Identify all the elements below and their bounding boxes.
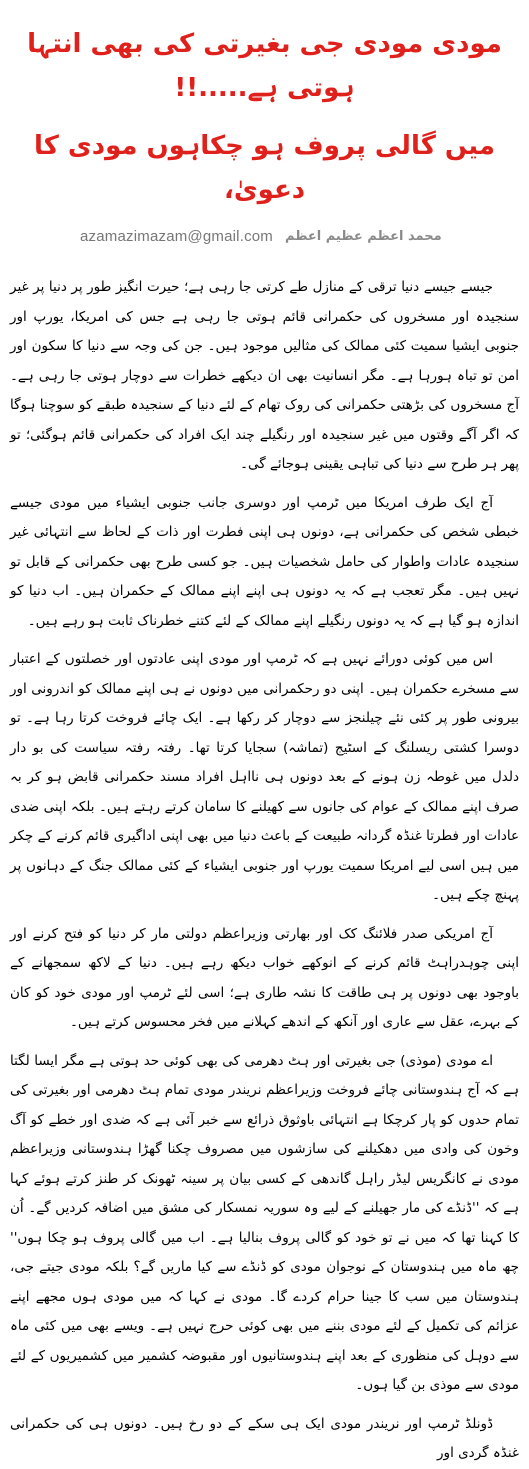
article-body bbox=[10, 273, 519, 1469]
author-name: محمد اعظم عظیم اعظم bbox=[285, 229, 442, 244]
article-paragraph-3: اس میں کوئی دورائے نہیں ہے کہ ٹرمپ اور مودی اپنی عادتوں اور خصلتوں کے اعتبار سے مسخرے حکمران ہیں۔ اپنی دو رحکمرانی میں دونوں نے ہی اپنے ممالک کو اندرونی اور بیرونی طور پر کئی نئے چیلنجز سے دوچار کر رکھا ہے۔ ایک چائے فروخت کرتا رہا ہے۔ تو دوسرا کشتی ریسلنگ کے اسٹیج (تماشہ) سجایا کرتا تھا۔ رفتہ رفتہ سیاست کی بو دار دلدل میں غوطہ زن ہونے کے بعد دونوں ہی نااہل افراد مسند حکمرانی قابض ہو کر بہ صرف اپنے ممالک کے عوام کی جانوں سے کھیلنے کا سامان کرتے رہتے ہیں۔ بلکہ اپنی ضدی عادات اور فطرتا غنڈہ گردانہ طبیعت کے باعث دنیا میں بھی اپنی اداگیری قائم کرنے کے چکر میں ہیں اسی لیے امریکا سمیت یورپ اور جنوبی ایشیاء کے کئی ممالک جنگ کے دہانوں پر پہنچ چکے ہیں۔ bbox=[10, 651, 519, 903]
byline bbox=[80, 228, 519, 245]
headline-primary: مودی مودی جی بغیرتی کی بھی انتہا ہوتی ہے.....!! bbox=[27, 29, 502, 103]
article-paragraph-6: ڈونلڈ ٹرمپ اور نریندر مودی ایک ہی سکے کے دو رخ ہیں۔ دونوں ہی کی حکمرانی غنڈہ گردی اور bbox=[10, 1415, 519, 1461]
article-paragraph-5: اے مودی (موذی) جی بغیرتی اور ہٹ دھرمی کی بھی کوئی حد ہوتی ہے مگر ایسا لگتا ہے کہ آج ہندوستانی چائے فروخت وزیراعظم نریندر مودی تمام ہٹ دھرمی اور بغیرتی کی تمام حدوں کو پار کرچکا ہے انتہائی باوثوق ذرائع سے خبر آئی ہے کہ ضدی اور خطے کو آگ وخون کی وادی میں دھکیلنے کی سازشوں میں مصروف چکنا گھڑا ہندوستانی وزیراعظم مودی نے کانگریس لیڈر راہل گاندھی کے کسی بیان پر سینہ ٹھونک کر طنز کرتے ہوئے کہا ہے کہ ''ڈنڈے کی مار جھیلنے کے لیے وہ سوریہ نمسکار کی مشق میں اضافہ کردیں گے۔ اُن کا کہنا تھا کہ میں نے تو خود کو گالی پروف بنالیا ہے۔ اب میں گالی پروف ہو چکا ہوں'' چھ ماہ میں ہندوستان کے نوجوان مودی کو ڈنڈے سے کیا ماریں گے؟ بلکہ مودی جیتے جی، ہندوستان میں سب کا جینا حرام کردے گا۔ مودی نے کہا کہ میں مودی ہوں مجھے اپنے عزائم کی تکمیل کے لئے مودی بننے میں بھی کوئی حرج نہیں ہے۔ ویسے بھی میں کئی ماہ سے دوہل کی منظوری کے بعد اپنے ہندوستانیوں اور مقبوضہ کشمیر میں کشمیریوں کے لئے مودی سے موذی بن گیا ہوں۔ bbox=[10, 1052, 519, 1393]
article-paragraph-2: آج ایک طرف امریکا میں ٹرمپ اور دوسری جانب جنوبی ایشیاء میں مودی جیسے خبطی شخص کی حکمرانی ہے، دونوں ہی اپنی فطرت اور ذات کے لحاظ سے انتہائی غیر سنجیدہ عادات واطوار کی حامل شخصیات ہیں۔ جو کسی طرح بھی حکمرانی کے قابل تو نہیں ہیں۔ مگر تعجب ہے کہ یہ دونوں ہی اپنے اپنے ممالک کے حکمران ہیں۔ اب دنیا کو اندازہ ہو گیا ہے کہ یہ دونوں رنگیلے اپنے ممالک کے لئے کتنے خطرناک ثابت ہو رہے ہیں۔ bbox=[10, 494, 519, 629]
headline-secondary: میں گالی پروف ہو چکاہوں مودی کا دعویٰ، bbox=[33, 131, 495, 205]
author-email[interactable]: azamazimazam@gmail.com bbox=[80, 228, 274, 245]
article-paragraph-4: آج امریکی صدر فلائنگ کک اور بھارتی وزیراعظم دولتی مار کر دنیا کو فتح کرنے اور اپنی چوہدراہٹ قائم کرنے کے انوکھے خواب دیکھ رہے ہیں۔ دنیا کے لاکھ سمجھانے کے باوجود بھی دونوں پر ہی طاقت کا نشہ طاری ہے؛ اسی لئے ٹرمپ اور مودی خود کو کان کے بہرے، عقل سے عاری اور آنکھ کے اندھے کہلانے میں فخر محسوس کرتے ہیں۔ bbox=[10, 925, 519, 1030]
article-paragraph-1: جیسے جیسے دنیا ترقی کے منازل طے کرتی جا رہی ہے؛ حیرت انگیز طور پر دنیا پر غیر سنجیدہ اور مسخروں کی حکمرانی قائم ہوتی جا رہی ہے جس کی امریکا، یورپ اور جنوبی ایشیا سمیت کئی ممالک کی مثالیں موجود ہیں۔ جن کی وجہ سے دنیا کا سکون اور امن تو تباہ ہورہا ہے۔ مگر انسانیت بھی ان دیکھے خطرات سے دوچار ہوتی جا رہی ہے۔ آج مسخروں کی بڑھتی حکمرانی کی روک تھام کے لئے دنیا کے سنجیدہ طبقے کو سوچنا ہوگا کہ اگر آگے وقتوں میں غیر سنجیدہ اور رنگیلے چند ایک افراد کی حکمرانی قائم ہوگئی؛ تو پھر ہر طرح سے دنیا کی تباہی یقینی ہوجائے گی۔ bbox=[10, 279, 519, 472]
